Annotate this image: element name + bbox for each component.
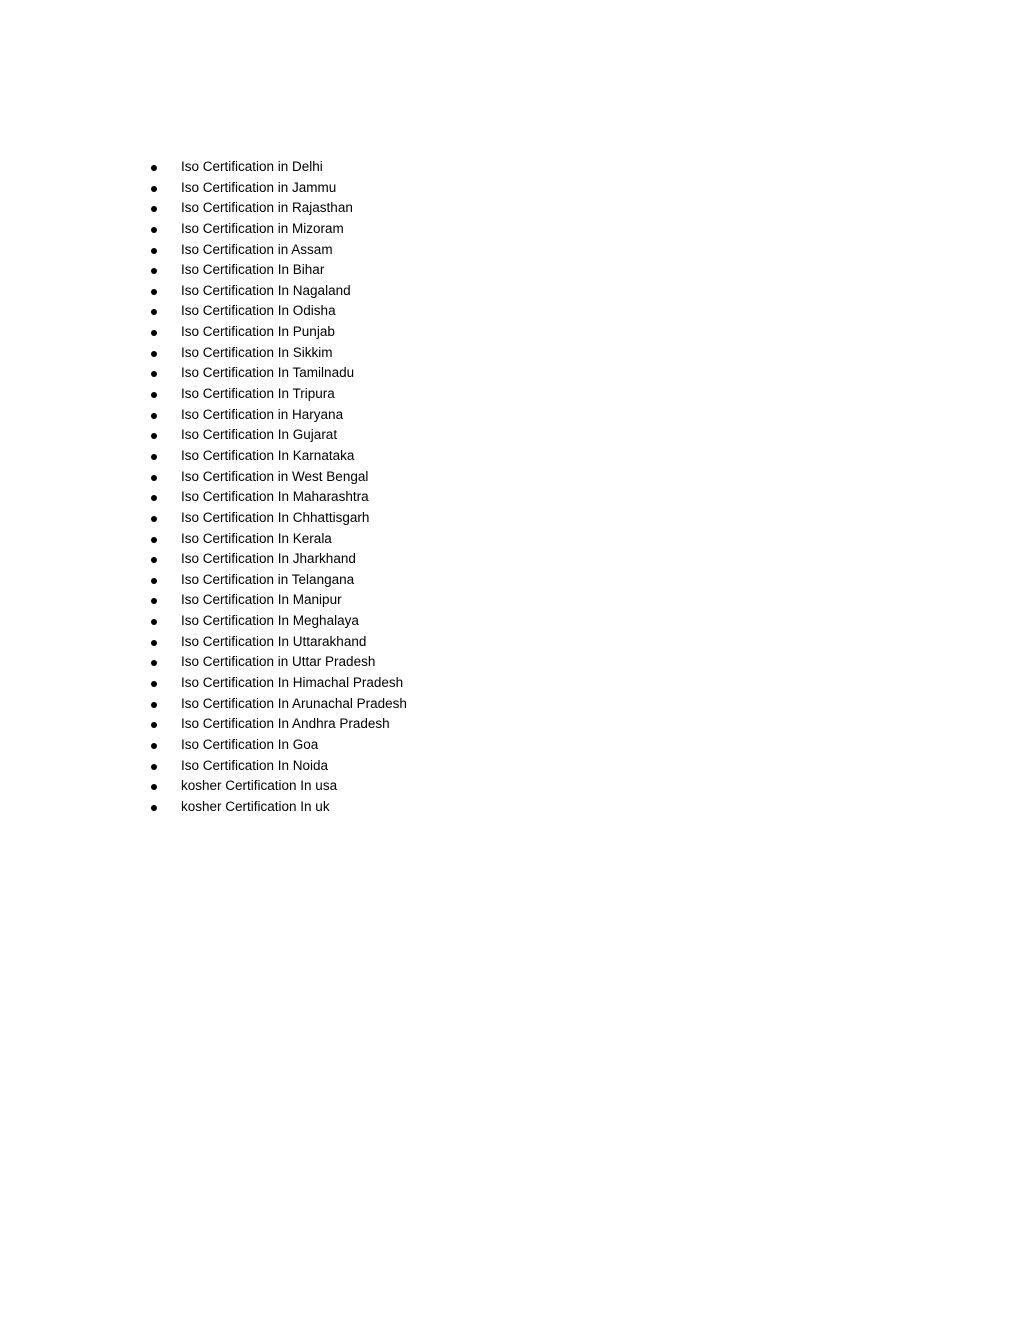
- list-item-link[interactable]: Iso Certification In Noida: [181, 757, 329, 773]
- bullet-icon: [151, 475, 157, 481]
- list-item-link[interactable]: kosher Certification In usa: [181, 778, 338, 794]
- list-item: [146, 549, 407, 570]
- bullet-icon: [151, 640, 157, 646]
- bullet-icon: [151, 351, 157, 357]
- list-item-link[interactable]: Iso Certification In Manipur: [181, 592, 342, 608]
- list-item: [146, 776, 407, 797]
- list-item: [146, 508, 407, 529]
- list-item: [146, 611, 407, 632]
- list-item: [146, 446, 407, 467]
- list-item-link[interactable]: Iso Certification in Telangana: [181, 571, 355, 587]
- bullet-icon: [151, 495, 157, 501]
- list-item-link[interactable]: Iso Certification In Odisha: [181, 303, 336, 319]
- list-item: [146, 652, 407, 673]
- list-item: [146, 694, 407, 715]
- list-item-link[interactable]: Iso Certification in Delhi: [181, 159, 323, 174]
- list-item-link[interactable]: Iso Certification In Maharashtra: [181, 489, 369, 505]
- list-item-link[interactable]: Iso Certification In Meghalaya: [181, 613, 359, 629]
- bullet-icon: [151, 681, 157, 687]
- list-item-link[interactable]: Iso Certification in Haryana: [181, 406, 344, 422]
- bullet-icon: [151, 702, 157, 708]
- list-item-link[interactable]: Iso Certification In Nagaland: [181, 282, 351, 298]
- bullet-icon: [151, 433, 157, 439]
- bullet-icon: [151, 165, 157, 171]
- list-item: [146, 673, 407, 694]
- bullet-icon: [151, 516, 157, 522]
- list-item: [146, 322, 407, 343]
- list-item-link[interactable]: Iso Certification In Andhra Pradesh: [181, 716, 390, 732]
- list-item: [146, 301, 407, 322]
- bullet-icon: [151, 557, 157, 563]
- list-item: [146, 384, 407, 405]
- bullet-icon: [151, 784, 157, 790]
- list-item-link[interactable]: Iso Certification In Jharkhand: [181, 551, 356, 567]
- bullet-icon: [151, 805, 157, 811]
- list-item: [146, 405, 407, 426]
- list-item-link[interactable]: Iso Certification In Karnataka: [181, 447, 355, 463]
- list-item-link[interactable]: Iso Certification in Uttar Pradesh: [181, 654, 376, 670]
- list-item-link[interactable]: Iso Certification In Chhattisgarh: [181, 509, 370, 525]
- bullet-icon: [151, 248, 157, 254]
- certification-bullet-list: [146, 157, 407, 818]
- bullet-icon: [151, 619, 157, 625]
- list-item: [146, 529, 407, 550]
- list-item: [146, 157, 407, 178]
- list-item: [146, 363, 407, 384]
- list-item-link[interactable]: Iso Certification in Mizoram: [181, 220, 344, 236]
- bullet-icon: [151, 309, 157, 315]
- bullet-icon: [151, 454, 157, 460]
- bullet-icon: [151, 186, 157, 192]
- list-item: [146, 178, 407, 199]
- bullet-icon: [151, 227, 157, 233]
- list-item-link[interactable]: Iso Certification In Punjab: [181, 324, 335, 340]
- list-item: [146, 467, 407, 488]
- bullet-icon: [151, 537, 157, 543]
- bullet-icon: [151, 764, 157, 770]
- bullet-icon: [151, 660, 157, 666]
- list-item-link[interactable]: Iso Certification In Himachal Pradesh: [181, 675, 404, 691]
- list-item: [146, 198, 407, 219]
- list-item: [146, 343, 407, 364]
- bullet-icon: [151, 392, 157, 398]
- list-item: [146, 735, 407, 756]
- list-item-link[interactable]: Iso Certification In Kerala: [181, 530, 332, 546]
- bullet-icon: [151, 413, 157, 419]
- list-item: [146, 240, 407, 261]
- list-item-link[interactable]: Iso Certification In Uttarakhand: [181, 633, 367, 649]
- list-item: [146, 570, 407, 591]
- list-item-link[interactable]: Iso Certification In Arunachal Pradesh: [181, 695, 407, 711]
- list-item: [146, 632, 407, 653]
- list-item-link[interactable]: Iso Certification in Rajasthan: [181, 200, 353, 216]
- list-item: [146, 219, 407, 240]
- bullet-icon: [151, 598, 157, 604]
- bullet-icon: [151, 268, 157, 274]
- list-item: [146, 425, 407, 446]
- list-item-link[interactable]: Iso Certification in Jammu: [181, 179, 337, 195]
- list-item: [146, 281, 407, 302]
- list-item-link[interactable]: Iso Certification in West Bengal: [181, 468, 369, 484]
- bullet-icon: [151, 330, 157, 336]
- bullet-icon: [151, 371, 157, 377]
- bullet-icon: [151, 206, 157, 212]
- bullet-icon: [151, 578, 157, 584]
- bullet-icon: [151, 289, 157, 295]
- list-item: [146, 260, 407, 281]
- list-item: [146, 487, 407, 508]
- list-item-link[interactable]: Iso Certification In Tripura: [181, 386, 335, 402]
- bullet-icon: [151, 722, 157, 728]
- list-item-link[interactable]: Iso Certification In Sikkim: [181, 344, 333, 360]
- list-item-link[interactable]: Iso Certification In Bihar: [181, 262, 325, 278]
- list-item-link[interactable]: Iso Certification In Goa: [181, 736, 319, 752]
- list-item: [146, 590, 407, 611]
- list-item: [146, 714, 407, 735]
- list-item: [146, 797, 407, 818]
- bullet-icon: [151, 743, 157, 749]
- list-item-link[interactable]: Iso Certification in Assam: [181, 241, 333, 257]
- list-item-link[interactable]: Iso Certification In Gujarat: [181, 427, 338, 443]
- list-item: [146, 756, 407, 777]
- list-item-link[interactable]: kosher Certification In uk: [181, 798, 330, 814]
- list-item-link[interactable]: Iso Certification In Tamilnadu: [181, 365, 355, 381]
